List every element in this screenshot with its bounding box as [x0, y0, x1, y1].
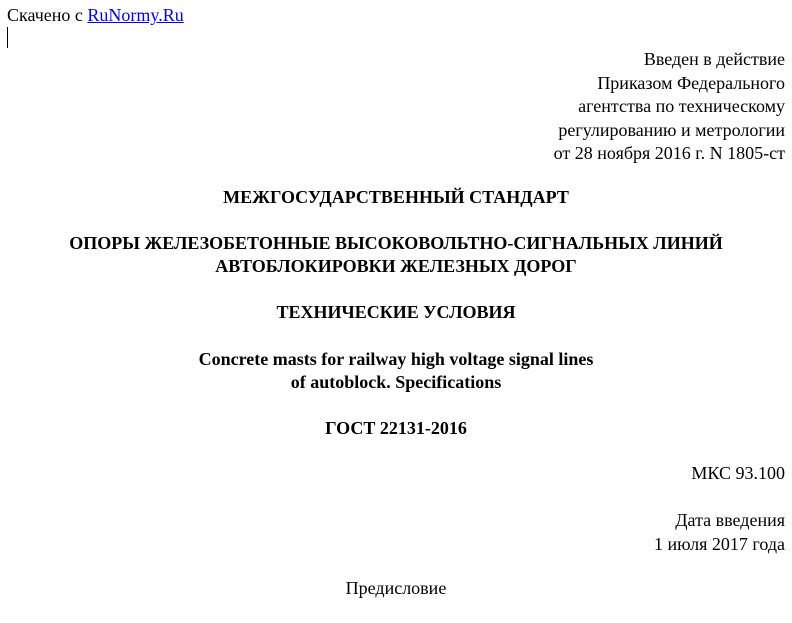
english-title-line: of autoblock. Specifications — [290, 372, 502, 392]
source-prefix: Скачено с — [7, 5, 88, 25]
intro-date-value: 1 июля 2017 года — [654, 533, 785, 554]
standard-type — [0, 186, 792, 209]
standard-conditions — [0, 301, 792, 324]
standard-title — [0, 232, 792, 278]
intro-date-label: Дата введения — [675, 510, 785, 530]
standard-title-line: АВТОБЛОКИРОВКИ ЖЕЛЕЗНЫХ ДОРОГ — [215, 256, 577, 276]
approval-line: регулированию и метрологии — [558, 119, 785, 140]
standard-english-title — [0, 348, 792, 394]
intro-date-block — [654, 509, 785, 556]
mks-code-text: МКС 93.100 — [691, 463, 785, 483]
preface-heading: Предисловие — [345, 578, 447, 598]
standard-conditions-text: ТЕХНИЧЕСКИЕ УСЛОВИЯ — [276, 302, 516, 322]
english-title-line: Concrete masts for railway high voltage signal lines — [198, 349, 594, 369]
standard-type-text: МЕЖГОСУДАРСТВЕННЫЙ СТАНДАРТ — [223, 187, 569, 207]
approval-line: Приказом Федерального — [597, 72, 785, 93]
approval-line: от 28 ноября 2016 г. N 1805-ст — [553, 143, 785, 163]
text-cursor — [7, 27, 8, 48]
approval-block — [554, 48, 785, 166]
approval-line: Введен в действие — [643, 49, 785, 69]
standard-number — [0, 417, 792, 440]
standard-title-line: ОПОРЫ ЖЕЛЕЗОБЕТОННЫЕ ВЫСОКОВОЛЬТНО-СИГНАЛЬНЫХ ЛИНИЙ — [69, 233, 723, 253]
mks-code — [691, 462, 785, 486]
source-link[interactable]: RuNormy.Ru — [87, 5, 184, 25]
standard-number-text: ГОСТ 22131-2016 — [325, 418, 467, 438]
approval-line: агентства по техническому — [578, 96, 785, 116]
source-line — [7, 4, 184, 26]
